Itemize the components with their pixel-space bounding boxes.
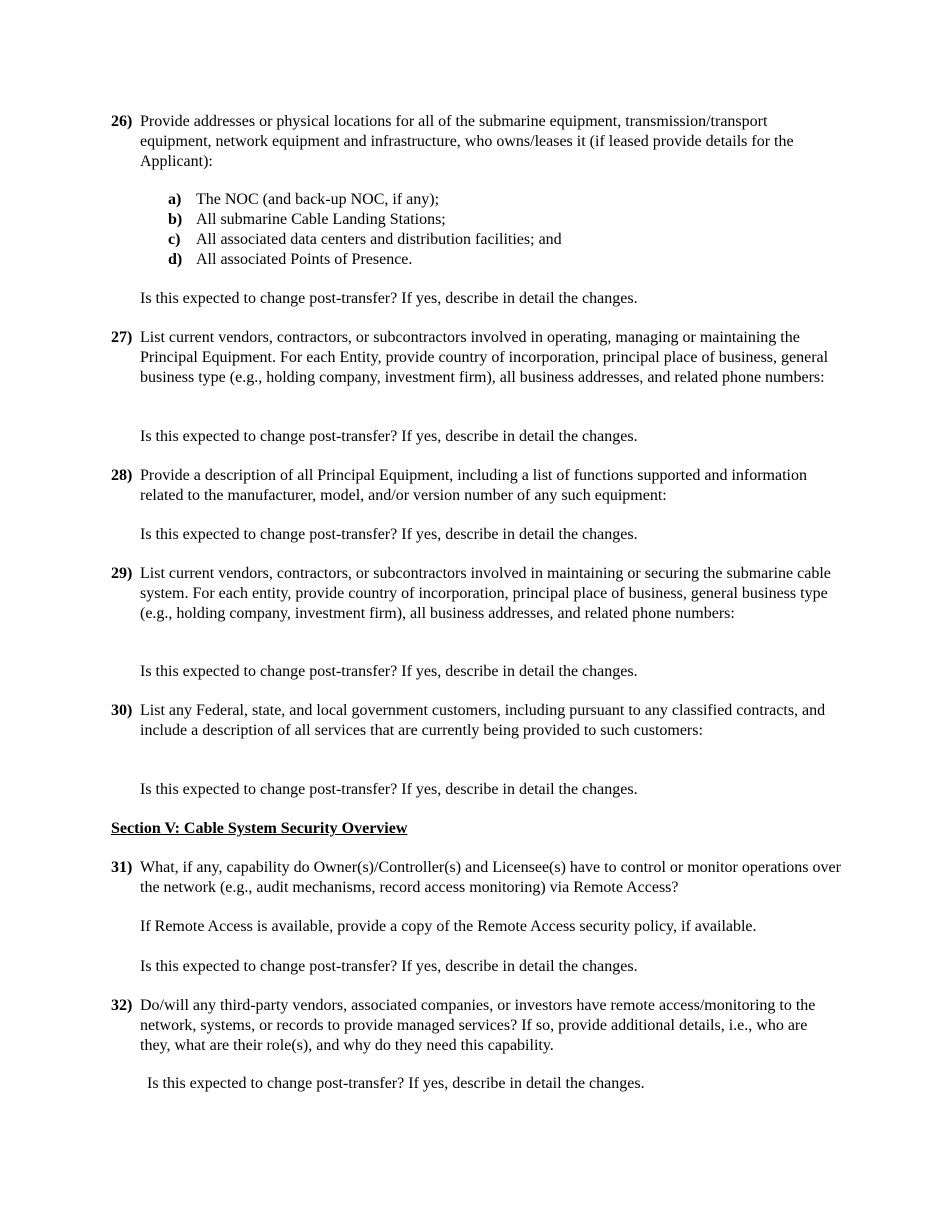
question-27 [111,328,841,388]
question-30 [111,701,841,741]
question-number: 32) [111,997,133,1014]
question-text: Provide a description of all Principal Equipment, including a list of functions supported and information related to the manufacturer, model, and/or version number of any such equipment: [140,467,807,504]
list-item [168,250,808,270]
question-26-sublist [168,190,808,270]
list-item [168,210,808,230]
list-item [168,230,808,250]
question-28 [111,466,841,506]
list-item [168,190,808,210]
followup-question-28: Is this expected to change post-transfer? If yes, describe in detail the changes. [140,526,638,543]
question-number: 31) [111,859,133,876]
followup-question-27: Is this expected to change post-transfer? If yes, describe in detail the changes. [140,428,638,445]
list-item-letter: a) [168,191,182,208]
list-item-text: The NOC (and back-up NOC, if any); [196,191,440,208]
list-item-letter: d) [168,251,183,268]
question-text: List current vendors, contractors, or subcontractors involved in operating, managing or maintaining the Principal Equipment. For each Entity, provide country of incorporation, principal place of business, general business type (e.g., holding company, investment firm), all business addresses, and related phone numbers: [140,329,829,386]
followup-question-26: Is this expected to change post-transfer? If yes, describe in detail the changes. [140,290,638,307]
question-number: 30) [111,702,133,719]
question-number: 27) [111,329,133,346]
section-heading: Section V: Cable System Security Overview [111,820,408,837]
list-item-letter: c) [168,231,181,248]
question-number: 26) [111,113,133,130]
question-32 [111,996,841,1056]
list-item-text: All associated data centers and distribution facilities; and [196,231,562,248]
list-item-text: All associated Points of Presence. [196,251,413,268]
followup-question-32: Is this expected to change post-transfer? If yes, describe in detail the changes. [147,1075,645,1092]
question-text: What, if any, capability do Owner(s)/Controller(s) and Licensee(s) have to control or monitor operations over the network (e.g., audit mechanisms, record access monitoring) via Remote Access? [140,859,841,896]
list-item-letter: b) [168,211,183,228]
question-31 [111,858,841,898]
question-text: Do/will any third-party vendors, associated companies, or investors have remote access/monitoring to the network, systems, or records to provide managed services? If so, provide additional details, i.e., who are they, what are their role(s), and why do they need this capability. [140,997,816,1054]
question-26 [111,112,841,172]
list-item-text: All submarine Cable Landing Stations; [196,211,446,228]
followup-question-31: Is this expected to change post-transfer? If yes, describe in detail the changes. [140,958,638,975]
question-text: List any Federal, state, and local government customers, including pursuant to any classified contracts, and include a description of all services that are currently being provided to such customers: [140,702,826,739]
followup-question-30: Is this expected to change post-transfer? If yes, describe in detail the changes. [140,781,638,798]
question-31-note: If Remote Access is available, provide a copy of the Remote Access security policy, if available. [140,918,757,935]
question-text: List current vendors, contractors, or subcontractors involved in maintaining or securing the submarine cable system. For each entity, provide country of incorporation, principal place of business, general business type (e.g., holding company, investment firm), all business addresses, and related phone numbers: [140,565,831,622]
followup-question-29: Is this expected to change post-transfer? If yes, describe in detail the changes. [140,663,638,680]
question-number: 28) [111,467,133,484]
question-29 [111,564,841,624]
question-number: 29) [111,565,133,582]
question-text: Provide addresses or physical locations for all of the submarine equipment, transmission/transport equipment, network equipment and infrastructure, who owns/leases it (if leased provide details for the Applicant): [140,113,794,170]
